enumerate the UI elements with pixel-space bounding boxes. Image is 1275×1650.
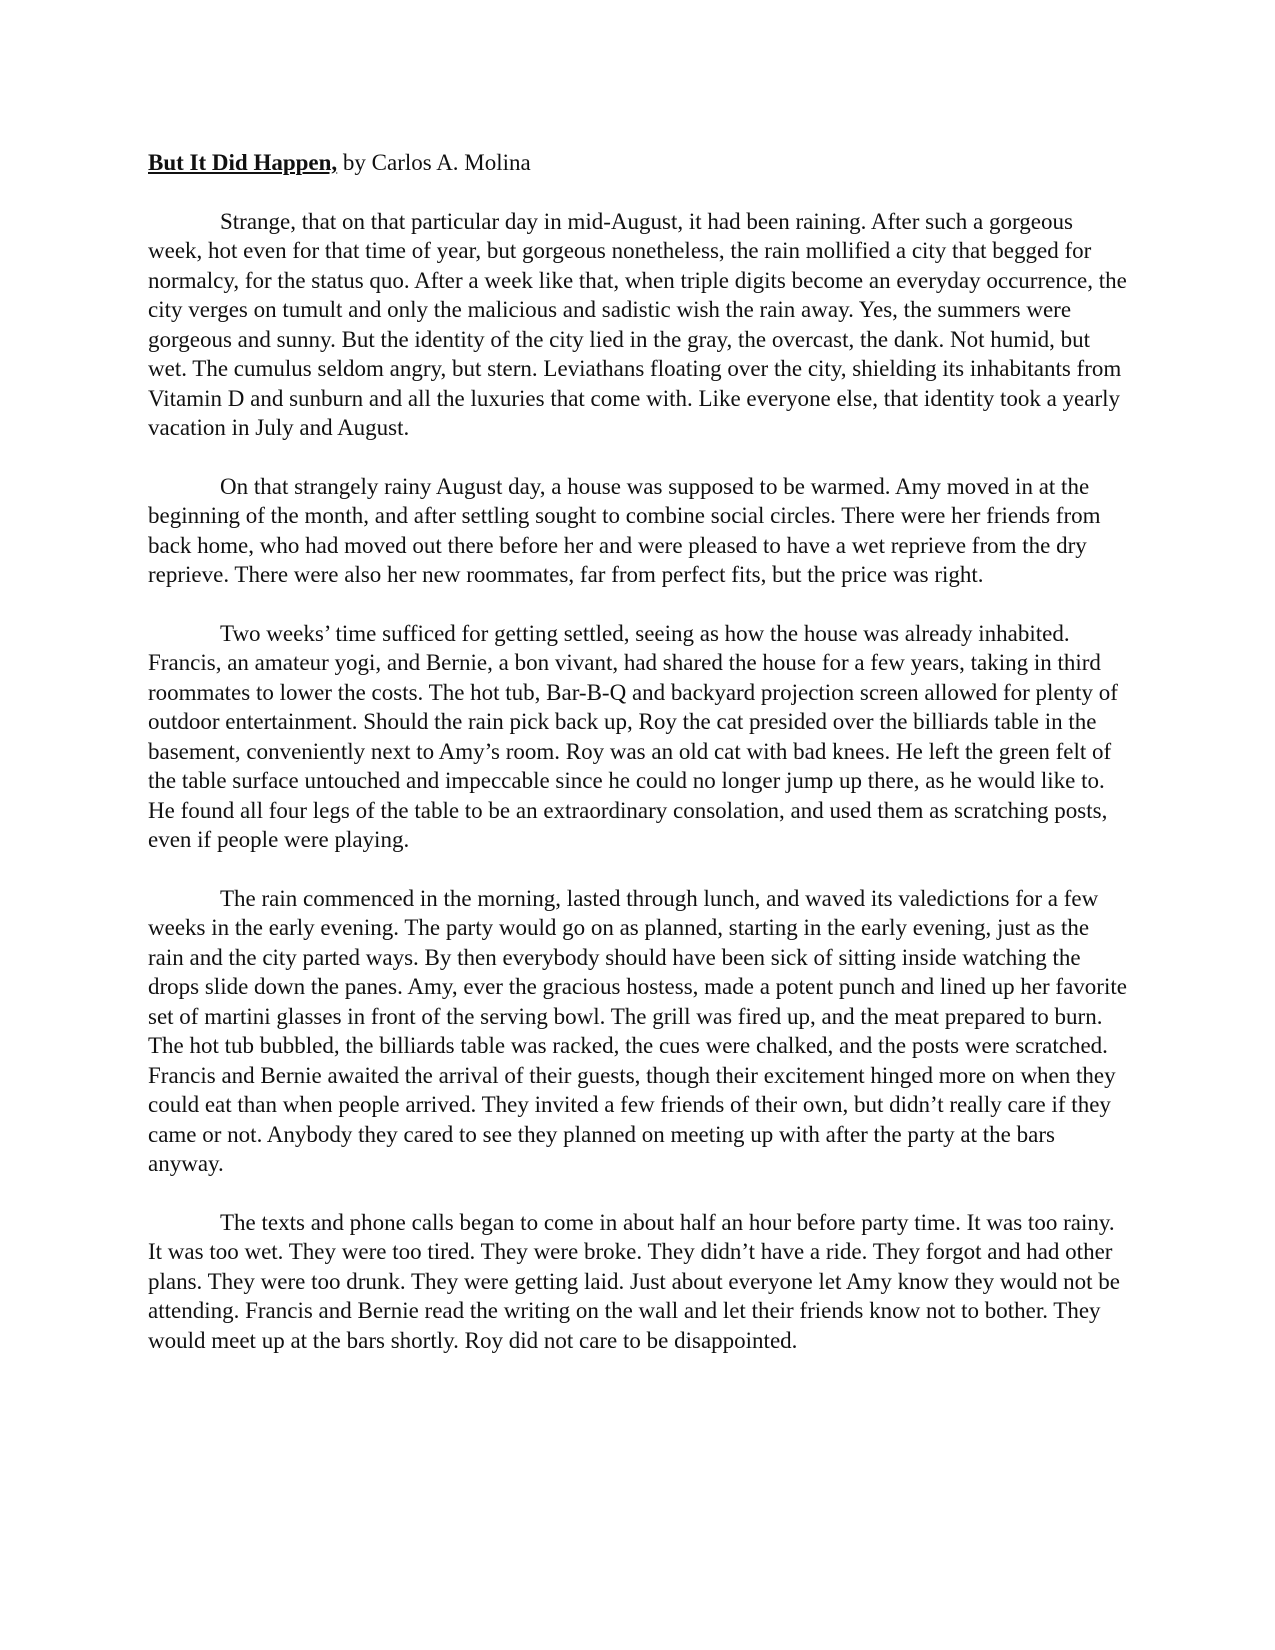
story-header (148, 148, 1128, 178)
document-body (148, 148, 1128, 1384)
story-title: But It Did Happen, (148, 150, 338, 175)
paragraph-1: Strange, that on that particular day in mid-August, it had been raining. After such a gorgeous week, hot even for that time of year, but gorgeous nonetheless, the rain mollified a city that begged for normalcy, for the status quo. After a week like that, when triple digits become an everyday occurrence, the city verges on tumult and only the malicious and sadistic wish the rain away. Yes, the summers were gorgeous and sunny. But the identity of the city lied in the gray, the overcast, the dank. Not humid, but wet. The cumulus seldom angry, but stern. Leviathans floating over the city, shielding its inhabitants from Vitamin D and sunburn and all the luxuries that come with. Like everyone else, that identity took a yearly vacation in July and August. (148, 208, 1127, 440)
story-byline: by Carlos A. Molina (342, 150, 531, 175)
paragraph-2: On that strangely rainy August day, a house was supposed to be warmed. Amy moved in at the beginning of the month, and after settling sought to combine social circles. There were her friends from back home, who had moved out there before her and were pleased to have a wet reprieve from the dry reprieve. There were also her new roommates, far from perfect fits, but the price was right. (148, 473, 1101, 587)
paragraph-5: The texts and phone calls began to come in about half an hour before party time. It was too rainy. It was too wet. They were too tired. They were broke. They didn’t have a ride. They forgot and had other plans. They were too drunk. They were getting laid. Just about everyone let Amy know they would not be attending. Francis and Bernie read the writing on the wall and let their friends know not to bother. They would meet up at the bars shortly. Roy did not care to be disappointed. (148, 1209, 1120, 1353)
paragraph-4: The rain commenced in the morning, lasted through lunch, and waved its valedictions for a few weeks in the early evening. The party would go on as planned, starting in the early evening, just as the rain and the city parted ways. By then everybody should have been sick of sitting inside watching the drops slide down the panes. Amy, ever the gracious hostess, made a potent punch and lined up her favorite set of martini glasses in front of the serving bowl. The grill was fired up, and the meat prepared to burn. The hot tub bubbled, the billiards table was racked, the cues were chalked, and the posts were scratched. Francis and Bernie awaited the arrival of their guests, though their excitement hinged more on when they could eat than when people arrived. They invited a few friends of their own, but didn’t really care if they came or not. Anybody they cared to see they planned on meeting up with after the party at the bars anyway. (148, 885, 1127, 1176)
paragraph-3: Two weeks’ time sufficed for getting settled, seeing as how the house was already inhabited. Francis, an amateur yogi, and Bernie, a bon vivant, had shared the house for a few years, taking in third roommates to lower the costs. The hot tub, Bar-B-Q and backyard projection screen allowed for plenty of outdoor entertainment. Should the rain pick back up, Roy the cat presided over the billiards table in the basement, conveniently next to Amy’s room. Roy was an old cat with bad knees. He left the green felt of the table surface untouched and impeccable since he could no longer jump up there, as he would like to. He found all four legs of the table to be an extraordinary consolation, and used them as scratching posts, even if people were playing. (148, 620, 1118, 852)
